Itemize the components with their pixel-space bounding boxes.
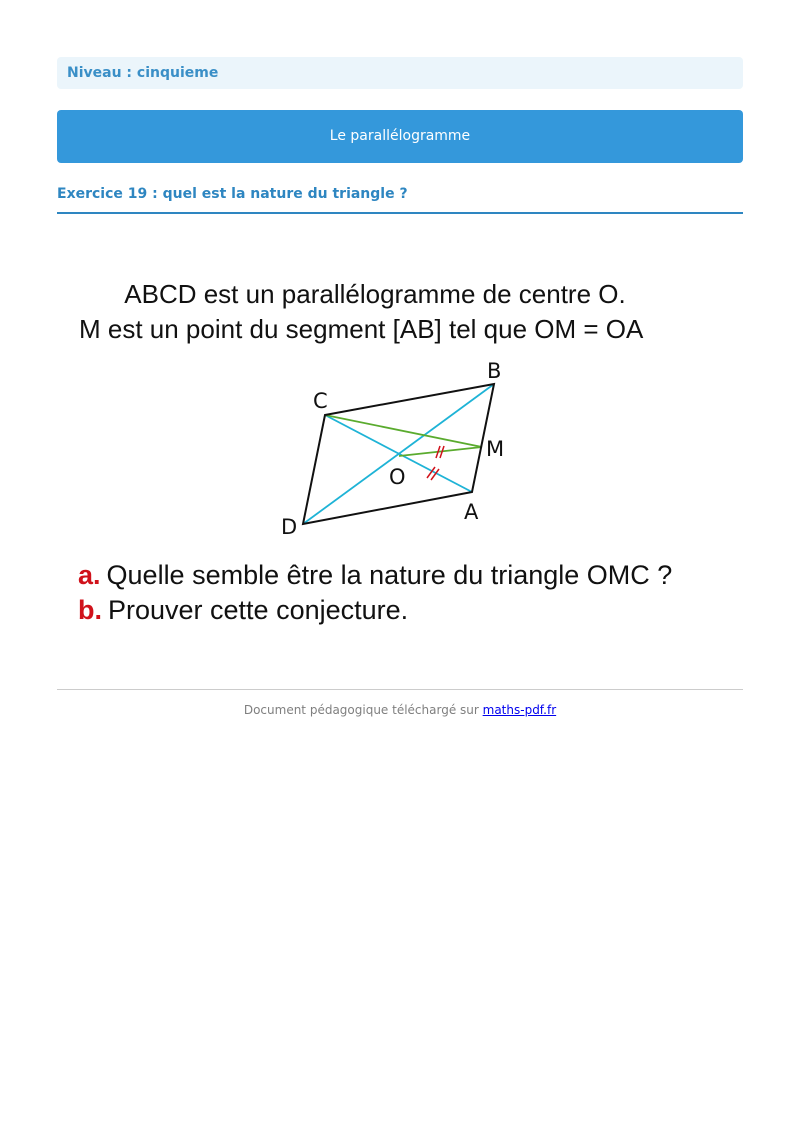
point-label-d: D [281,515,298,539]
exercise-title: Exercice 19 : quel est la nature du triangle ? [57,186,408,202]
question-a-marker: a. [78,560,101,590]
parallelogram-diagram [281,359,504,539]
point-label-b: B [487,359,502,383]
level-badge: Niveau : cinquieme [57,57,743,89]
question-a [78,560,672,590]
footer-link[interactable]: maths-pdf.fr [482,703,557,717]
question-b-text: Prouver cette conjecture. [108,595,409,625]
statement-line-2: M est un point du segment [AB] tel que OM = OA [79,314,644,344]
footer [57,703,743,717]
question-a-text: Quelle semble être la nature du triangle OMC ? [106,560,673,590]
point-label-c: C [313,389,328,413]
question-b [78,595,408,625]
exercise-figure [57,255,743,645]
chapter-banner: Le parallélogramme [57,110,743,163]
point-label-a: A [464,500,479,524]
statement-line-1: ABCD est un parallélogramme de centre O. [124,279,626,309]
point-label-o: O [389,465,406,489]
footer-text: Document pédagogique téléchargé sur [243,703,483,717]
footer-divider [57,689,743,690]
point-label-m: M [486,437,505,461]
segment-cm [325,415,482,447]
title-divider [57,212,743,214]
question-b-marker: b. [78,595,102,625]
